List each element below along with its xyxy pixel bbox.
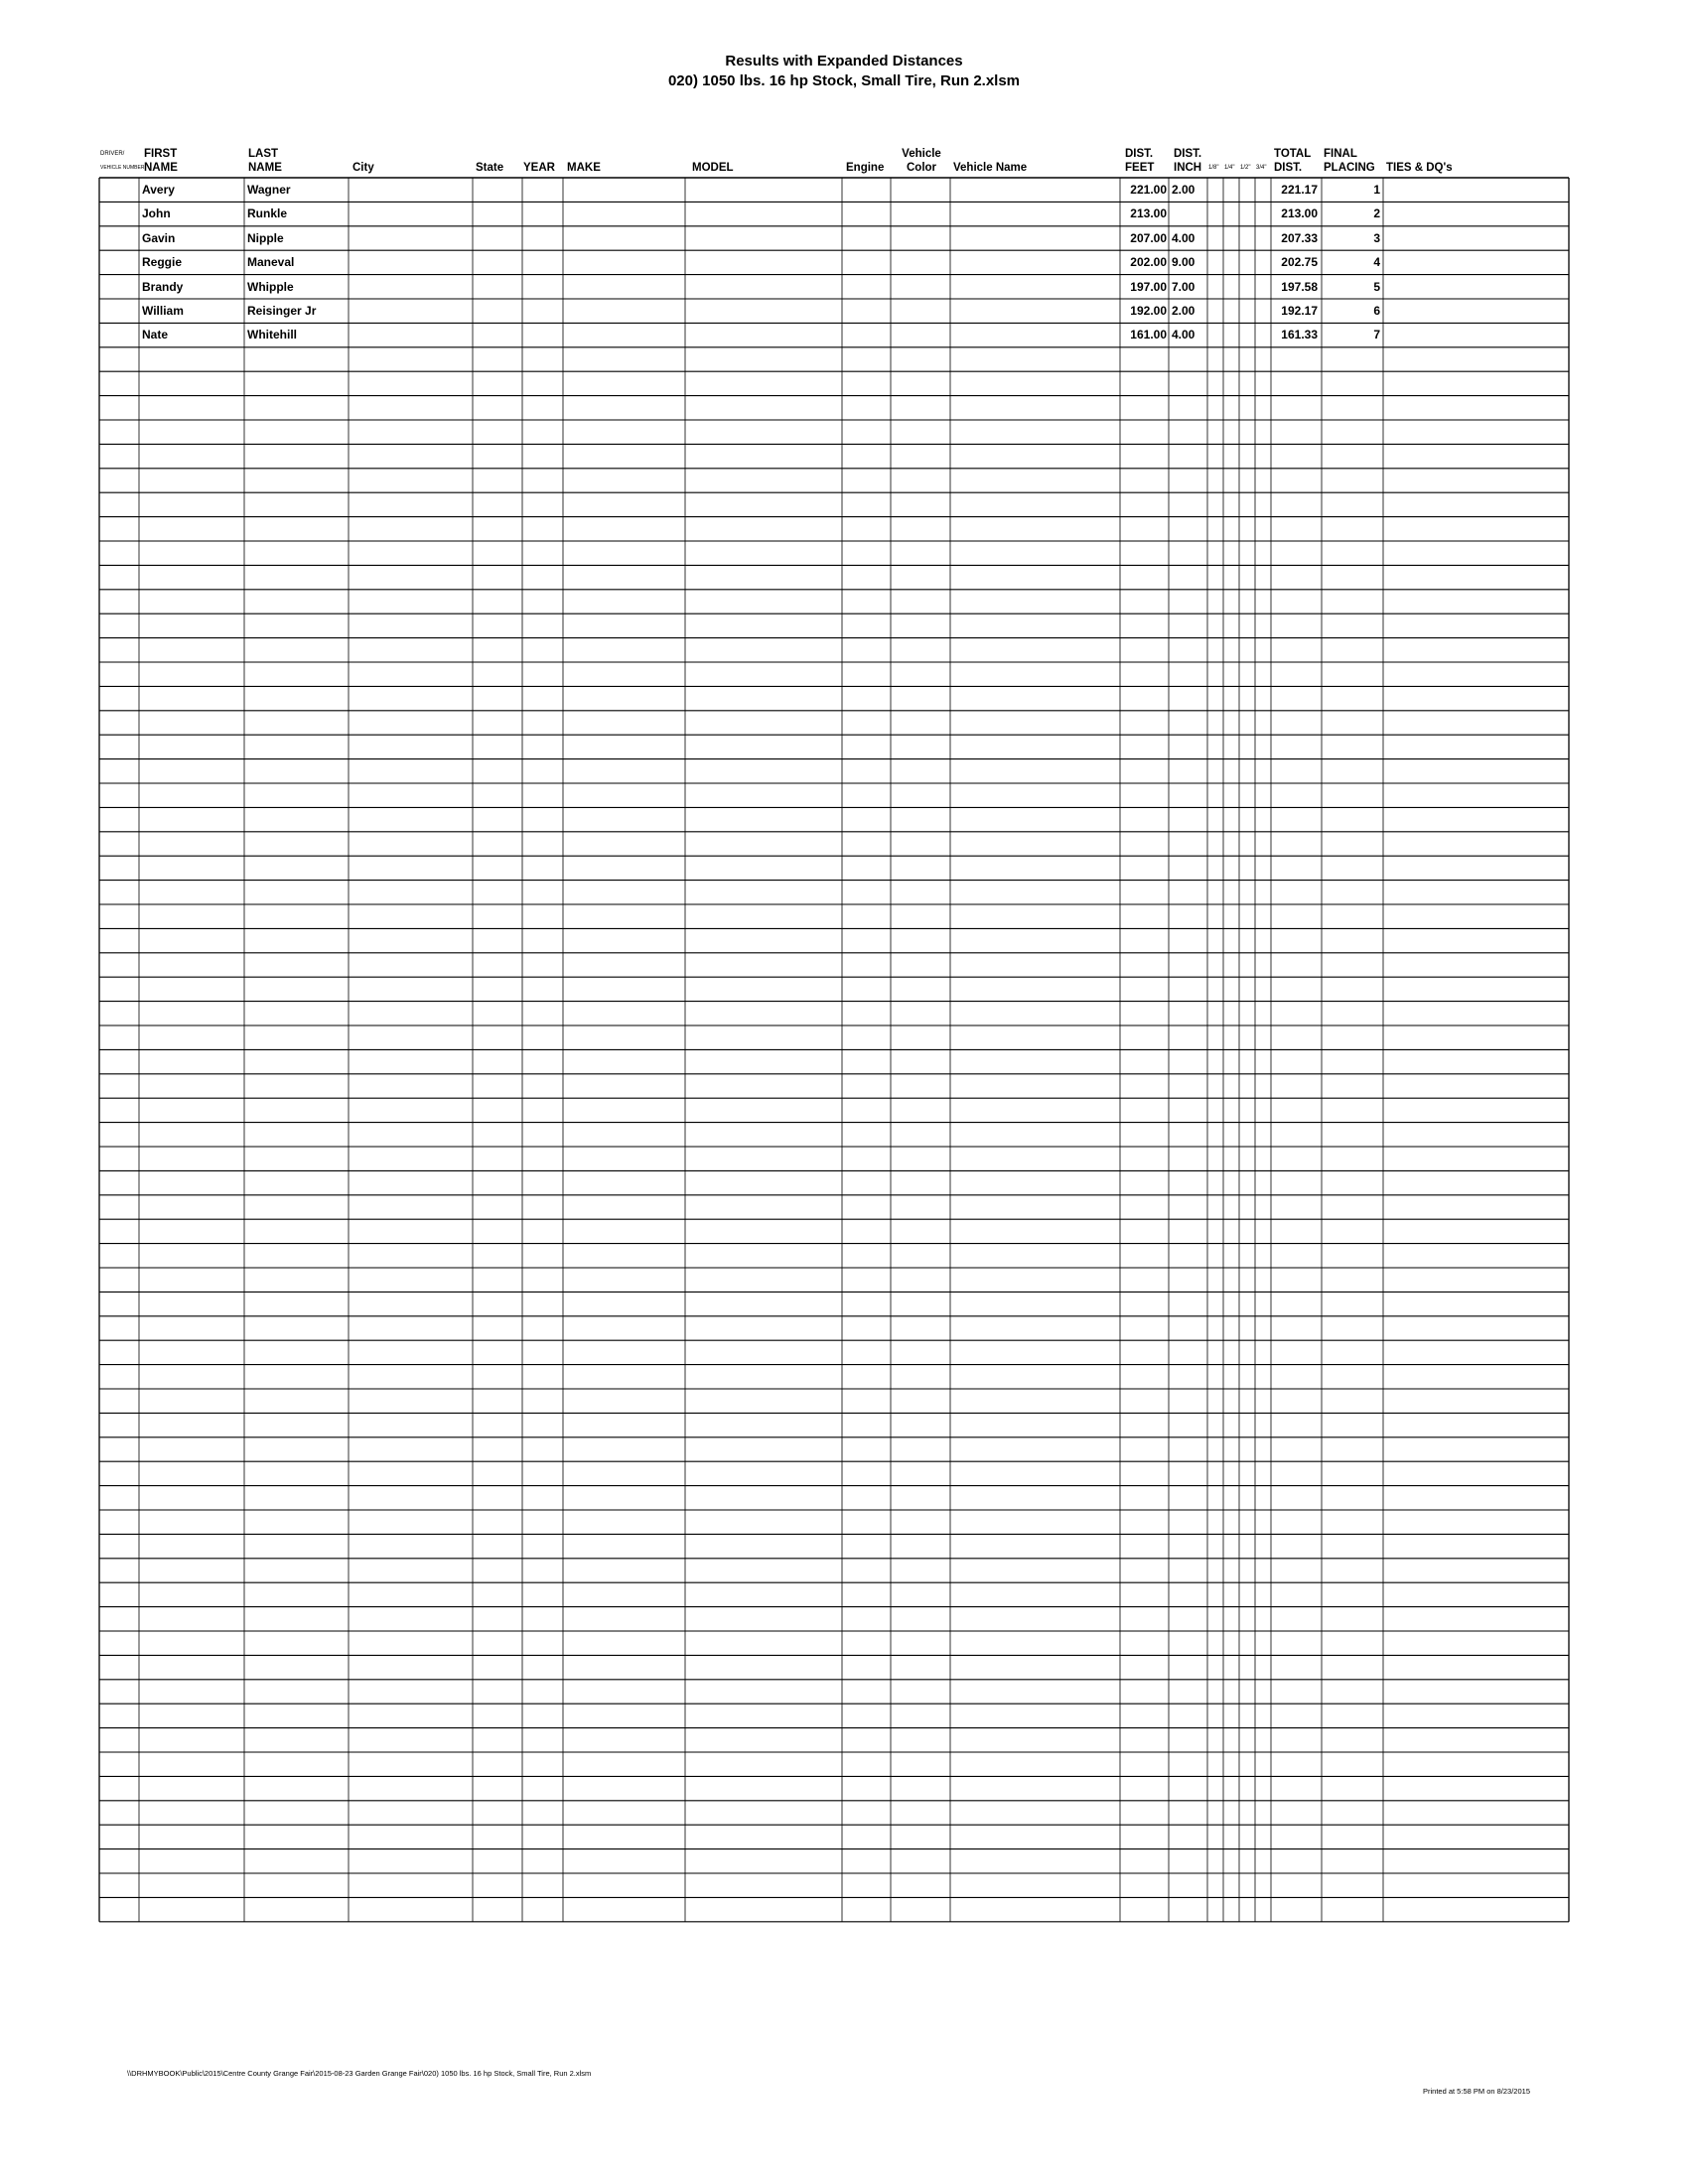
col-final-placing: FINAL PLACING (1324, 148, 1375, 174)
col-first-top: FIRST (144, 148, 178, 160)
final-placing-cell: 5 (1373, 279, 1380, 294)
col-last-top: LAST (248, 148, 279, 160)
dist-feet-cell: 197.00 (1130, 279, 1167, 294)
col-city: City (352, 162, 374, 174)
col-state: State (476, 162, 504, 174)
dist-inch-cell: 7.00 (1172, 279, 1196, 294)
report-subtitle: 020) 1050 lbs. 16 hp Stock, Small Tire, Run 2.xlsm (667, 72, 1021, 89)
last-name-cell: Wagner (247, 183, 291, 197)
first-name-cell: Avery (142, 183, 175, 197)
first-name-cell: Brandy (142, 279, 184, 294)
final-placing-cell: 6 (1373, 304, 1380, 318)
last-name-cell: Maneval (247, 255, 295, 270)
printed-timestamp: Printed at 5:58 PM on 8/23/2015 (1423, 2087, 1530, 2096)
col-dist-feet: DIST. FEET (1125, 148, 1155, 174)
first-name-cell: William (142, 304, 184, 318)
col-last-bottom: NAME (248, 162, 282, 174)
final-placing-cell: 7 (1373, 328, 1380, 342)
total-dist-cell: 202.75 (1281, 255, 1318, 270)
last-name-cell: Runkle (247, 206, 288, 221)
dist-feet-cell: 207.00 (1130, 230, 1167, 245)
report-title: Results with Expanded Distances (725, 53, 963, 69)
col-frac-eighth: 1/8" (1208, 165, 1219, 171)
final-placing-cell: 1 (1373, 183, 1380, 197)
first-name-cell: Nate (142, 328, 169, 342)
col-make: MAKE (567, 162, 601, 174)
col-ties-dqs: TIES & DQ's (1386, 162, 1453, 174)
dist-inch-cell (1172, 203, 1206, 224)
dist-feet-cell: 221.00 (1130, 183, 1167, 197)
total-dist-cell: 221.17 (1281, 183, 1318, 197)
dist-inch-cell: 4.00 (1172, 328, 1196, 342)
last-name-cell: Reisinger Jr (247, 304, 317, 318)
col-driver-bottom: VEHICLE NUMBER (100, 165, 145, 171)
col-driver-top: DRIVER/ (100, 151, 125, 157)
col-model: MODEL (692, 162, 734, 174)
total-dist-cell: 192.17 (1281, 304, 1318, 318)
col-total-dist: TOTAL DIST. (1274, 148, 1312, 174)
dist-inch-cell: 2.00 (1172, 304, 1196, 318)
col-dist-inch: DIST. INCH (1174, 148, 1202, 174)
col-first-bottom: NAME (144, 162, 178, 174)
col-engine: Engine (846, 162, 885, 174)
col-frac-half: 1/2" (1240, 165, 1251, 171)
final-placing-cell: 2 (1373, 206, 1380, 221)
col-year: YEAR (523, 162, 555, 174)
total-dist-cell: 197.58 (1281, 279, 1318, 294)
last-name-cell: Whitehill (247, 328, 297, 342)
col-frac-three-quarter: 3/4" (1256, 165, 1267, 171)
total-dist-cell: 161.33 (1281, 328, 1318, 342)
dist-feet-cell: 161.00 (1130, 328, 1167, 342)
last-name-cell: Whipple (247, 279, 294, 294)
first-name-cell: Gavin (142, 230, 176, 245)
dist-inch-cell: 2.00 (1172, 183, 1196, 197)
dist-feet-cell: 192.00 (1130, 304, 1167, 318)
dist-feet-cell: 213.00 (1130, 206, 1167, 221)
first-name-cell: Reggie (142, 255, 183, 270)
final-placing-cell: 3 (1373, 230, 1380, 245)
total-dist-cell: 213.00 (1281, 206, 1318, 221)
dist-feet-cell: 202.00 (1130, 255, 1167, 270)
file-path-footer: \\DRHMYBOOK\Public\2015\Centre County Grange Fair\2015-08-23 Garden Grange Fair\020) 1050 lbs. 16 hp Stock, Small Tire, Run 2.xlsm (127, 2069, 592, 2078)
last-name-cell: Nipple (247, 230, 284, 245)
first-name-cell: John (142, 206, 171, 221)
dist-inch-cell: 4.00 (1172, 230, 1196, 245)
dist-inch-cell: 9.00 (1172, 255, 1196, 270)
col-vehicle-color: Vehicle Color (902, 148, 941, 174)
total-dist-cell: 207.33 (1281, 230, 1318, 245)
col-frac-quarter: 1/4" (1224, 165, 1235, 171)
col-vehicle-name: Vehicle Name (953, 162, 1028, 174)
final-placing-cell: 4 (1373, 255, 1380, 270)
